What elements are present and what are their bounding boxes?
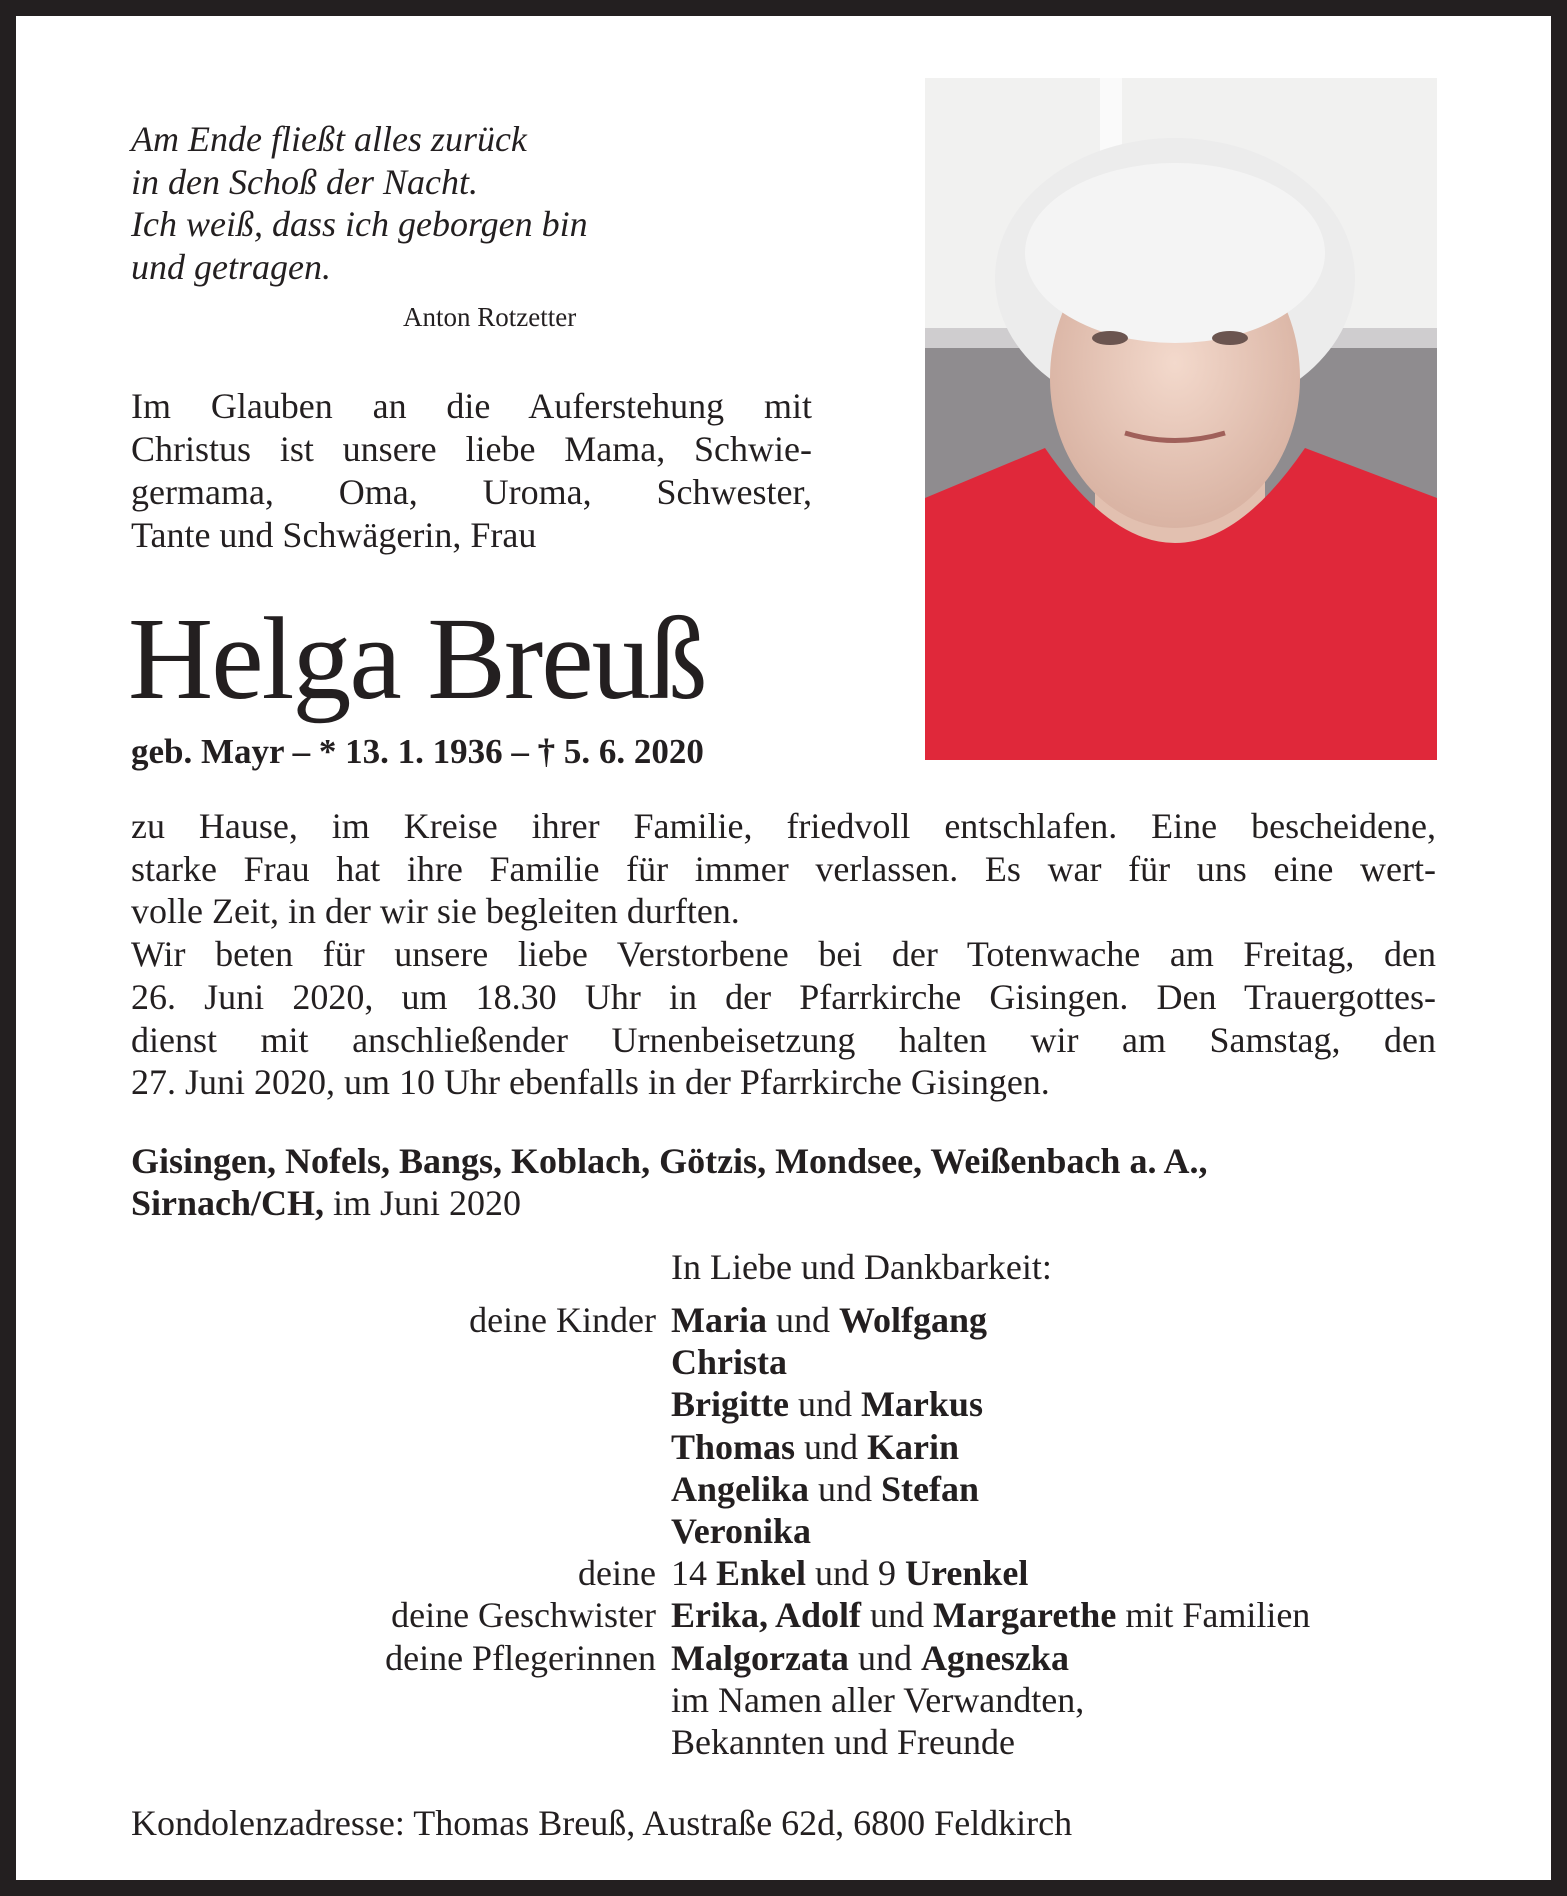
- family-relation-label: [131, 1426, 671, 1468]
- places-line: [131, 1140, 1436, 1224]
- quote-line: in den Schoß der Nacht.: [131, 161, 478, 202]
- family-names: [671, 1679, 1084, 1721]
- intro-line: Tante und Schwägerin, Frau: [131, 515, 537, 555]
- family-row: [131, 1426, 1310, 1468]
- quote: [131, 118, 588, 288]
- family-row: [131, 1510, 1310, 1552]
- family-relation-label: [131, 1679, 671, 1721]
- portrait-photo: [925, 78, 1437, 760]
- family-member-name: Thomas: [671, 1426, 796, 1467]
- quote-author: Anton Rotzetter: [403, 302, 577, 332]
- family-relation-label: deine Geschwister: [391, 1595, 656, 1636]
- family-relation-label: [131, 1468, 671, 1510]
- intro-line: Christus ist unsere liebe Mama, Schwie-: [131, 429, 812, 469]
- family-member-name: Angelika: [671, 1468, 810, 1509]
- family-names: [671, 1383, 983, 1425]
- quote-line: und getragen.: [131, 246, 331, 287]
- body-line: zu Hause, im Kreise ihrer Familie, friedvoll entschlafen. Eine bescheidene,: [131, 806, 1436, 846]
- family-names: [671, 1299, 987, 1341]
- family-row: [131, 1594, 1310, 1636]
- family-relation-label: [131, 1721, 671, 1763]
- family-relation-label: deine Pflegerinnen: [385, 1637, 656, 1678]
- family-member-name: Enkel: [716, 1553, 807, 1594]
- family-row: [131, 1383, 1310, 1425]
- family-names: [671, 1510, 811, 1552]
- body-line: 27. Juni 2020, um 10 Uhr ebenfalls in der Pfarrkirche Gisingen.: [131, 1062, 1050, 1103]
- family-member-name: Markus: [860, 1384, 983, 1425]
- places-date: im Juni 2020: [324, 1183, 522, 1223]
- family-names: [671, 1721, 1015, 1763]
- family-relation-label: deine Kinder: [469, 1300, 656, 1340]
- family-text: und: [766, 1300, 839, 1340]
- family-text: und 9: [806, 1553, 906, 1594]
- family-member-name: Agneszka: [920, 1637, 1069, 1678]
- family-text: mit Familien: [1116, 1595, 1311, 1636]
- family-names: [671, 1637, 1069, 1679]
- portrait-image: [925, 78, 1437, 760]
- family-relation-label: [131, 1383, 671, 1425]
- family-member-name: Karin: [867, 1426, 960, 1467]
- family-relation-label: [131, 1510, 671, 1552]
- family-relation-label: [131, 1341, 671, 1383]
- family-names: [671, 1594, 1310, 1636]
- quote-line: Am Ende fließt alles zurück: [131, 119, 527, 159]
- family-member-name: Christa: [671, 1342, 787, 1383]
- family-member-name: Erika, Adolf: [671, 1595, 862, 1636]
- intro-line: germama, Oma, Uroma, Schwester,: [131, 472, 812, 512]
- deceased-name: Helga Breuß: [128, 593, 706, 724]
- family-member-name: Wolfgang: [838, 1300, 987, 1340]
- family-member-name: Stefan: [881, 1468, 980, 1509]
- intro-text: [131, 385, 812, 557]
- family-text: 14: [671, 1553, 716, 1594]
- family-row: [131, 1468, 1310, 1510]
- body-line: volle Zeit, in der wir sie begleiten durften.: [131, 891, 740, 932]
- thanks-heading: In Liebe und Dankbarkeit:: [671, 1247, 1052, 1287]
- quote-line: Ich weiß, dass ich geborgen bin: [131, 204, 588, 244]
- body-line: dienst mit anschließender Urnenbeisetzung halten wir am Samstag, den: [131, 1019, 1436, 1060]
- family-text: im Namen aller Verwandten,: [671, 1679, 1085, 1720]
- body-text: [131, 805, 1436, 1104]
- body-line: Wir beten für unsere liebe Verstorbene bei der Totenwache am Freitag, den: [131, 934, 1436, 975]
- family-names: [671, 1426, 959, 1468]
- family-member-name: Margarethe: [933, 1595, 1117, 1636]
- condolence-address: Kondolenzadresse: Thomas Breuß, Austraße 62d, 6800 Feldkirch: [131, 1803, 1073, 1843]
- family-text: und: [795, 1426, 868, 1467]
- family-text: und: [809, 1468, 882, 1509]
- places-last: Sirnach/CH,: [131, 1183, 325, 1223]
- family-member-name: Veronika: [671, 1511, 812, 1552]
- family-text: Bekannten und Freunde: [671, 1722, 1015, 1763]
- intro-line: Im Glauben an die Auferstehung mit: [131, 386, 812, 426]
- family-text: und: [788, 1384, 861, 1425]
- family-names: [671, 1552, 1028, 1594]
- deceased-dates: geb. Mayr – * 13. 1. 1936 – † 5. 6. 2020: [131, 732, 704, 771]
- family-row: [131, 1299, 1310, 1341]
- family-names: [671, 1341, 787, 1383]
- places-list: Gisingen, Nofels, Bangs, Koblach, Götzis, Mondsee, Weißenbach a. A.,: [131, 1141, 1208, 1181]
- family-text: und: [861, 1595, 934, 1636]
- family-row: [131, 1637, 1310, 1679]
- family-row: [131, 1721, 1310, 1763]
- family-member-name: Urenkel: [905, 1553, 1029, 1594]
- family-member-name: Malgorzata: [671, 1637, 849, 1678]
- family-names: [671, 1468, 979, 1510]
- family-list: [131, 1299, 1310, 1763]
- body-line: starke Frau hat ihre Familie für immer verlassen. Es war für uns eine wert-: [131, 848, 1436, 889]
- family-member-name: Maria: [671, 1300, 767, 1340]
- family-row: [131, 1679, 1310, 1721]
- family-row: [131, 1552, 1310, 1594]
- body-line: 26. Juni 2020, um 18.30 Uhr in der Pfarrkirche Gisingen. Den Trauergottes-: [131, 976, 1436, 1017]
- family-row: [131, 1341, 1310, 1383]
- family-text: und: [848, 1637, 921, 1678]
- family-member-name: Brigitte: [671, 1384, 789, 1425]
- family-relation-label: deine: [578, 1553, 656, 1594]
